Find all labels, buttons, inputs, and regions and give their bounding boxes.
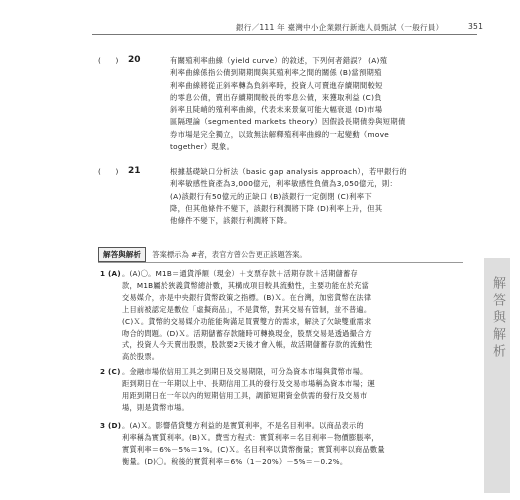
answer-3 (98, 420, 458, 468)
answer-text (122, 268, 458, 363)
header-title: 銀行／111 年 臺灣中小企業銀行新進人員甄試（一般行員） (236, 23, 444, 32)
question-line: 券市場是完全獨立，以致無法解釋殖利率曲線的一起變動（move (170, 129, 390, 139)
answer-line: 交易媒介，亦是中央銀行貨幣政策之指標。(B)Ｘ。在台灣，加密貨幣在法律 (122, 292, 372, 302)
answers-note: 答案標示為 #者，表官方曾公告更正該題答案。 (152, 250, 307, 259)
question-number: 20 (128, 55, 141, 65)
answer-line: (C)Ｘ。貨幣的交易媒介功能能夠滿足買賣雙方的需求，解決了欠缺雙重需求 (122, 316, 372, 326)
answer-line: 實質利率＝6%－5%＝1%。(C)Ｘ。名目利率以貨幣衡量；實質利率以商品數量 (122, 444, 385, 454)
question-text (170, 166, 460, 227)
page-header (236, 22, 486, 33)
answer-number: 1 (A) (100, 269, 121, 278)
answer-number: 2 (C) (100, 367, 121, 376)
answers-tag: 解答與解析 (98, 247, 146, 262)
answer-line: 距到期日在一年期以上中、長期信用工具的發行及交易市場稱為資本市場；運 (122, 378, 375, 388)
question-line: 有關殖利率曲線（yield curve）的敘述，下列何者錯誤？ (A)殖 (170, 56, 388, 65)
answer-text (122, 366, 458, 414)
answers-heading (98, 247, 307, 262)
answer-line: 場，則是貨幣市場。 (122, 402, 189, 412)
answer-line: 。(A)Ｘ。影響借貸雙方利益的是實質利率，不是名目利率。以商品表示的 (122, 421, 364, 430)
answer-line: 式，投資人今天賣出股票，股款要2天後才會入帳，故活期儲蓄存款的流動性 (122, 340, 373, 350)
answer-line: 。(A)〇。M1B＝通貨淨額（現金）＋支票存款＋活期存款＋活期儲蓄存 (122, 269, 358, 278)
header-rule (92, 34, 477, 35)
question-line: 利率曲線係指公債到期期間與其殖利率之間的關係 (B)當預期殖 (170, 68, 382, 78)
question-line: 的零息公債，賣出存續期間較長的零息公債，來獲取利益 (C)負 (170, 92, 382, 102)
question-line: 斜率且陡峭的殖利率曲線，代表未來景氣可能大幅衰退 (D)市場 (170, 105, 383, 115)
question-line: 利率曲線將從正斜率轉為負斜率時，投資人可賣進存續期間較短 (170, 80, 383, 90)
answer-line: 高於股票。 (122, 352, 160, 362)
answer-line: 利率稱為實質利率。(B)Ｘ。費雪方程式：實質利率＝名目利率－物價膨脹率， (122, 432, 379, 442)
question-text (170, 55, 460, 153)
question-line: 根據基礎缺口分析法（basic gap analysis approach），若甲銀行的 (170, 167, 407, 176)
answer-2 (98, 366, 458, 414)
answer-paren: ( ) (98, 167, 119, 176)
answer-text (122, 420, 458, 468)
side-tab (484, 258, 510, 493)
question-20 (98, 55, 458, 153)
page-number: 351 (468, 22, 484, 31)
answer-paren: ( ) (98, 56, 119, 65)
question-line: together）現象。 (170, 142, 235, 152)
question-line: 降，但其他條件不變下，該銀行利潤將下降 (D)利率上升，但其 (170, 203, 383, 213)
answers-divider (98, 262, 463, 263)
side-tab-label: 解答與解析 (490, 276, 505, 361)
question-line: 利率敏感性資產為3,000億元，利率敏感性負債為3,050億元，則： (170, 179, 398, 189)
answer-line: 吻合的問題。(D)Ｘ。活期儲蓄存款隨時可轉換現金，股票交易是透過撮合方 (122, 328, 372, 338)
question-21 (98, 166, 458, 227)
question-line: 他條件不變下，該銀行利潤將下降。 (170, 216, 292, 226)
answer-1 (98, 268, 458, 363)
answer-line: 衡量。(D)〇。稅後的實質利率＝6%（1－20%）－5%＝－0.2%。 (122, 456, 348, 466)
answer-number: 3 (D) (100, 421, 122, 430)
answer-line: 用距到期日在一年以內的短期信用工具，調節短期資金供需的發行及交易市 (122, 390, 368, 400)
answer-line: 。金融市場依信用工具之到期日及交易期限，可分為資本市場與貨幣市場。 (122, 367, 368, 376)
question-line: (A)該銀行有50億元的正缺口 (B)該銀行一定倒閉 (C)利率下 (170, 191, 372, 201)
answer-line: 上目前被認定是數位「虛擬商品」，不是貨幣，對其交易有管制，並不普遍。 (122, 304, 372, 314)
question-line: 區隔理論（segmented markets theory）因假設長期債券與短期債 (170, 117, 406, 127)
question-number: 21 (128, 166, 141, 176)
answer-line: 款，M1B屬於狹義貨幣總計數，其構成項目較具流動性，主要功能在於充當 (122, 280, 370, 290)
